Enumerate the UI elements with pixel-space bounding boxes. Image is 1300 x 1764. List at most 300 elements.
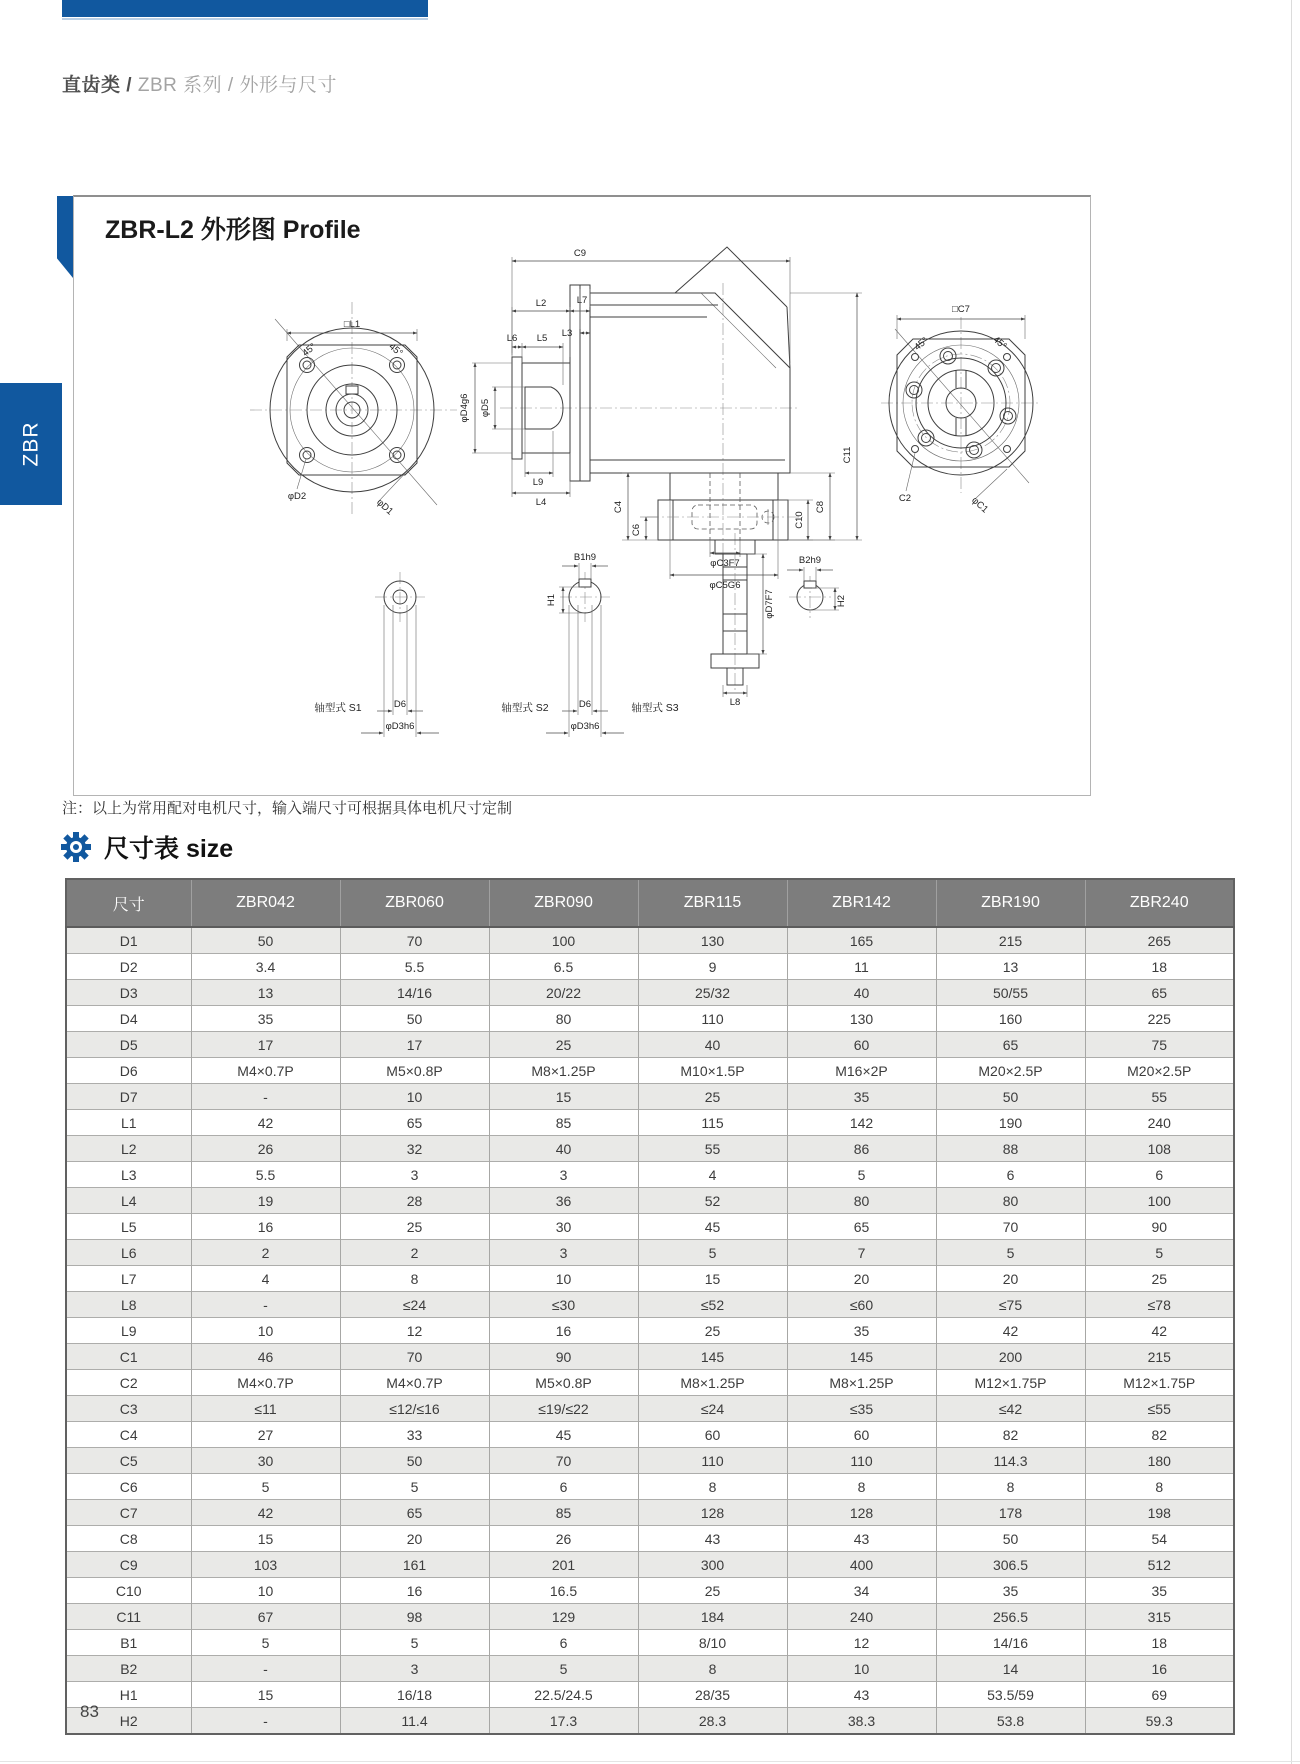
size-cell: 5 [638,1240,787,1266]
dim-label: 45° [386,341,405,359]
column-header: ZBR142 [787,879,936,927]
size-cell: 5 [489,1656,638,1682]
dim-label: □C7 [952,304,970,315]
table-row [66,1474,1234,1500]
size-cell: ≤24 [340,1292,489,1318]
size-cell: 42 [1085,1318,1234,1344]
size-cell: 110 [638,1448,787,1474]
size-cell: M8×1.25P [638,1370,787,1396]
table-row [66,1370,1234,1396]
size-cell: 59.3 [1085,1708,1234,1735]
table-row [66,1344,1234,1370]
size-cell: 190 [936,1110,1085,1136]
table-row [66,1318,1234,1344]
table-row [66,1708,1234,1735]
size-cell: 103 [191,1552,340,1578]
size-cell: M16×2P [787,1058,936,1084]
size-cell: 53.8 [936,1708,1085,1735]
size-cell: 26 [489,1526,638,1552]
size-cell: - [191,1708,340,1735]
column-header: ZBR042 [191,879,340,927]
size-cell: 32 [340,1136,489,1162]
size-cell: 70 [936,1214,1085,1240]
size-cell: 88 [936,1136,1085,1162]
size-cell: 27 [191,1422,340,1448]
table-row [66,954,1234,980]
size-cell: 25 [489,1032,638,1058]
size-cell: 100 [1085,1188,1234,1214]
table-row [66,1032,1234,1058]
profile-note: 注：以上为常用配对电机尺寸，输入端尺寸可根据具体电机尺寸定制 [62,800,513,817]
size-cell: 16 [340,1578,489,1604]
size-cell: 18 [1085,1630,1234,1656]
dim-label: φD7F7 [764,589,775,619]
size-cell: 200 [936,1344,1085,1370]
size-cell: 55 [638,1136,787,1162]
size-cell: 65 [936,1032,1085,1058]
dim-label: φD2 [287,491,307,502]
table-row [66,1500,1234,1526]
size-cell: 43 [787,1526,936,1552]
size-cell: 46 [191,1344,340,1370]
size-cell: M20×2.5P [936,1058,1085,1084]
size-cell: 2 [340,1240,489,1266]
dim-label: L8 [729,697,741,708]
dim-label: φC1 [969,494,991,516]
size-cell: 178 [936,1500,1085,1526]
size-cell: 14/16 [936,1630,1085,1656]
table-row [66,1162,1234,1188]
dim-label: C10 [794,511,805,529]
size-cell: 10 [340,1084,489,1110]
size-cell: 14 [936,1656,1085,1682]
row-label: D2 [66,954,191,980]
dim-label: D6 [393,699,407,710]
size-cell: 35 [191,1006,340,1032]
dim-label: φC5G6 [709,580,741,591]
row-label: L1 [66,1110,191,1136]
size-cell: 28 [340,1188,489,1214]
dim-label: C6 [631,523,642,537]
row-label: L5 [66,1214,191,1240]
size-cell: 10 [191,1318,340,1344]
shaft-label-s2: 轴型式 S2 [501,702,549,714]
size-cell: 50 [936,1526,1085,1552]
size-cell: 50/55 [936,980,1085,1006]
table-row [66,1422,1234,1448]
size-cell: 18 [1085,954,1234,980]
size-cell: 9 [638,954,787,980]
size-cell: 6.5 [489,954,638,980]
size-cell: 80 [787,1188,936,1214]
size-cell: 75 [1085,1032,1234,1058]
top-accent-underline [62,18,428,20]
size-cell: 129 [489,1604,638,1630]
size-cell: 26 [191,1136,340,1162]
size-cell: 45 [489,1422,638,1448]
dim-label: C9 [573,248,587,259]
row-label: L6 [66,1240,191,1266]
size-cell: 85 [489,1110,638,1136]
sidebar-tab-label: ZBR [19,421,42,467]
size-cell: 3 [340,1656,489,1682]
table-row [66,1526,1234,1552]
size-cell: 28/35 [638,1682,787,1708]
row-label: L2 [66,1136,191,1162]
size-cell: 25 [340,1214,489,1240]
page-number: 83 [80,1702,99,1721]
row-label: C7 [66,1500,191,1526]
size-cell: 3.4 [191,954,340,980]
size-cell: 98 [340,1604,489,1630]
table-row [66,1136,1234,1162]
size-cell: 65 [787,1214,936,1240]
front-view [250,302,457,517]
row-label: D3 [66,980,191,1006]
size-cell: 70 [340,1344,489,1370]
size-cell: 184 [638,1604,787,1630]
size-cell: 10 [191,1578,340,1604]
dim-label: C8 [815,500,826,514]
dim-label: B2h9 [798,555,822,566]
table-row [66,1604,1234,1630]
size-cell: 240 [1085,1110,1234,1136]
table-row [66,1006,1234,1032]
dim-label: L2 [535,298,547,309]
size-cell: 256.5 [936,1604,1085,1630]
size-cell: 215 [936,927,1085,954]
size-cell: 40 [787,980,936,1006]
breadcrumb-rest: ZBR 系列 / 外形与尺寸 [132,75,337,96]
size-cell: 8/10 [638,1630,787,1656]
size-cell: 34 [787,1578,936,1604]
size-cell: 17 [340,1032,489,1058]
column-header: ZBR090 [489,879,638,927]
size-cell: 52 [638,1188,787,1214]
dim-label: C2 [898,493,912,504]
table-row [66,1110,1234,1136]
size-cell: ≤42 [936,1396,1085,1422]
size-cell: 20 [340,1526,489,1552]
size-cell: 20/22 [489,980,638,1006]
page-bottom-line [0,1761,1300,1762]
row-label: C8 [66,1526,191,1552]
column-header: 尺寸 [66,879,191,927]
size-cell: 16/18 [340,1682,489,1708]
side-view [459,247,862,591]
size-cell: 65 [340,1500,489,1526]
table-row [66,1682,1234,1708]
size-cell: M4×0.7P [191,1058,340,1084]
table-row [66,1656,1234,1682]
size-cell: 240 [787,1604,936,1630]
size-cell: M12×1.75P [1085,1370,1234,1396]
size-cell: 33 [340,1422,489,1448]
row-label: L7 [66,1266,191,1292]
shaft-label-s1: 轴型式 S1 [314,702,362,714]
table-row [66,980,1234,1006]
size-cell: - [191,1292,340,1318]
dim-label: C11 [842,446,853,464]
size-cell: 90 [1085,1214,1234,1240]
size-cell: 265 [1085,927,1234,954]
column-header: ZBR190 [936,879,1085,927]
table-row [66,927,1234,954]
row-label: D6 [66,1058,191,1084]
size-cell: 4 [638,1162,787,1188]
row-label: C6 [66,1474,191,1500]
size-cell: 161 [340,1552,489,1578]
size-cell: 5 [191,1474,340,1500]
size-cell: 114.3 [936,1448,1085,1474]
size-cell: 50 [340,1006,489,1032]
size-cell: 55 [1085,1084,1234,1110]
dim-label: 45° [990,334,1009,352]
size-cell: 8 [638,1656,787,1682]
size-cell: 5 [340,1474,489,1500]
breadcrumb-category: 直齿类 / [62,75,133,96]
ribbon-bookmark [57,196,73,278]
column-header: ZBR240 [1085,879,1234,927]
row-label: C2 [66,1370,191,1396]
row-label: B1 [66,1630,191,1656]
shaft-view-s2 [501,552,624,737]
size-cell: ≤60 [787,1292,936,1318]
size-cell: 13 [191,980,340,1006]
dim-label: □L1 [343,319,361,330]
size-cell: 54 [1085,1526,1234,1552]
row-label: B2 [66,1656,191,1682]
rear-view [881,304,1041,515]
size-cell: 22.5/24.5 [489,1682,638,1708]
sidebar-tab-zbr [0,383,62,505]
dim-label: D6 [578,699,592,710]
size-cell: 180 [1085,1448,1234,1474]
key-section-b2h2 [787,555,847,618]
size-cell: 16.5 [489,1578,638,1604]
size-cell: 42 [191,1110,340,1136]
size-cell: 82 [1085,1422,1234,1448]
size-cell: 128 [638,1500,787,1526]
size-cell: ≤78 [1085,1292,1234,1318]
size-cell: 15 [191,1682,340,1708]
size-cell: 70 [340,927,489,954]
size-cell: 2 [191,1240,340,1266]
size-cell: 225 [1085,1006,1234,1032]
size-cell: 17.3 [489,1708,638,1735]
size-cell: 5.5 [340,954,489,980]
row-label: L3 [66,1162,191,1188]
size-cell: ≤24 [638,1396,787,1422]
size-cell: 20 [936,1266,1085,1292]
size-cell: ≤55 [1085,1396,1234,1422]
column-header: ZBR060 [340,879,489,927]
dim-label: H1 [546,593,557,607]
size-cell: 8 [787,1474,936,1500]
shaft-label-s3: 轴型式 S3 [631,702,679,714]
size-cell: 110 [787,1448,936,1474]
size-cell: 4 [191,1266,340,1292]
size-cell: 25/32 [638,980,787,1006]
size-cell: 53.5/59 [936,1682,1085,1708]
size-cell: 16 [489,1318,638,1344]
size-cell: M4×0.7P [191,1370,340,1396]
column-header: ZBR115 [638,879,787,927]
size-cell: 15 [638,1266,787,1292]
size-cell: 300 [638,1552,787,1578]
size-cell: 165 [787,927,936,954]
size-cell: 12 [787,1630,936,1656]
size-cell: 5 [936,1240,1085,1266]
row-label: C1 [66,1344,191,1370]
table-row [66,1266,1234,1292]
row-label: L4 [66,1188,191,1214]
size-table [65,878,1235,1735]
size-cell: 3 [340,1162,489,1188]
size-cell: 5 [1085,1240,1234,1266]
size-cell: M8×1.25P [489,1058,638,1084]
size-cell: 5 [340,1630,489,1656]
size-cell: 8 [340,1266,489,1292]
table-row [66,1214,1234,1240]
row-label: C10 [66,1578,191,1604]
size-cell: 38.3 [787,1708,936,1735]
dim-label: L9 [532,477,544,488]
size-cell: 60 [787,1032,936,1058]
size-cell: 35 [787,1318,936,1344]
size-cell: 6 [1085,1162,1234,1188]
size-cell: 400 [787,1552,936,1578]
size-cell: M20×2.5P [1085,1058,1234,1084]
dim-label: L7 [576,295,588,306]
size-cell: 25 [1085,1266,1234,1292]
size-cell: 90 [489,1344,638,1370]
dim-label: L5 [536,333,548,344]
shaft-view-s1 [314,572,439,737]
table-row [66,1578,1234,1604]
dim-label: φD3h6 [385,721,415,732]
size-cell: 65 [340,1110,489,1136]
size-section-title: 尺寸表 size [104,835,234,863]
size-cell: 28.3 [638,1708,787,1735]
dim-label: 45° [912,335,931,353]
table-row [66,1084,1234,1110]
size-cell: 80 [489,1006,638,1032]
size-cell: 5.5 [191,1162,340,1188]
gear-icon [60,831,92,863]
size-cell: 82 [936,1422,1085,1448]
size-cell: ≤19/≤22 [489,1396,638,1422]
table-header-row [66,879,1234,927]
top-accent-bar [62,0,428,17]
size-cell: 42 [936,1318,1085,1344]
size-cell: 198 [1085,1500,1234,1526]
size-cell: 35 [936,1578,1085,1604]
size-cell: 11.4 [340,1708,489,1735]
size-cell: 10 [787,1656,936,1682]
size-cell: ≤12/≤16 [340,1396,489,1422]
row-label: C3 [66,1396,191,1422]
size-cell: 130 [638,927,787,954]
size-cell: 128 [787,1500,936,1526]
size-cell: 145 [787,1344,936,1370]
dim-label: φC3F7 [710,558,740,569]
size-cell: 8 [638,1474,787,1500]
size-cell: M5×0.8P [340,1058,489,1084]
size-cell: 100 [489,927,638,954]
size-cell: 5 [787,1162,936,1188]
size-cell: 85 [489,1500,638,1526]
row-label: D4 [66,1006,191,1032]
size-cell: 43 [638,1526,787,1552]
size-cell: ≤11 [191,1396,340,1422]
table-row [66,1240,1234,1266]
row-label: H1 [66,1682,191,1708]
dim-label: C4 [613,500,624,514]
size-cell: 11 [787,954,936,980]
size-cell: 160 [936,1006,1085,1032]
table-row [66,1448,1234,1474]
dim-label: L6 [506,333,518,344]
table-row [66,1396,1234,1422]
row-label: C9 [66,1552,191,1578]
size-cell: 17 [191,1032,340,1058]
size-cell: 69 [1085,1682,1234,1708]
table-row [66,1552,1234,1578]
size-cell: 16 [1085,1656,1234,1682]
size-cell: ≤35 [787,1396,936,1422]
dim-label: L3 [561,328,573,339]
row-label: D5 [66,1032,191,1058]
size-cell: 315 [1085,1604,1234,1630]
size-cell: - [191,1084,340,1110]
shaft-view-s3 [631,533,775,714]
size-cell: M12×1.75P [936,1370,1085,1396]
size-cell: 8 [936,1474,1085,1500]
size-cell: 15 [191,1526,340,1552]
row-label: C11 [66,1604,191,1630]
size-cell: 16 [191,1214,340,1240]
size-cell: 215 [1085,1344,1234,1370]
size-cell: 25 [638,1084,787,1110]
size-section-header [60,830,233,864]
size-cell: 13 [936,954,1085,980]
dim-label: H2 [836,594,847,608]
size-cell: 201 [489,1552,638,1578]
size-cell: 145 [638,1344,787,1370]
size-cell: 45 [638,1214,787,1240]
size-cell: ≤75 [936,1292,1085,1318]
dim-label: φD1 [374,496,396,518]
size-cell: 115 [638,1110,787,1136]
size-cell: - [191,1656,340,1682]
size-cell: 42 [191,1500,340,1526]
size-cell: 70 [489,1448,638,1474]
dim-label: 45° [300,341,319,359]
size-cell: 50 [340,1448,489,1474]
table-row [66,1058,1234,1084]
dim-label: φD4g6 [459,393,470,423]
size-cell: 35 [1085,1578,1234,1604]
size-cell: 7 [787,1240,936,1266]
size-cell: 25 [638,1578,787,1604]
profile-section-title: ZBR-L2 外形图 Profile [105,216,361,244]
row-label: D1 [66,927,191,954]
size-cell: 512 [1085,1552,1234,1578]
table-row [66,1188,1234,1214]
dim-label: L4 [535,497,547,508]
size-cell: M4×0.7P [340,1370,489,1396]
